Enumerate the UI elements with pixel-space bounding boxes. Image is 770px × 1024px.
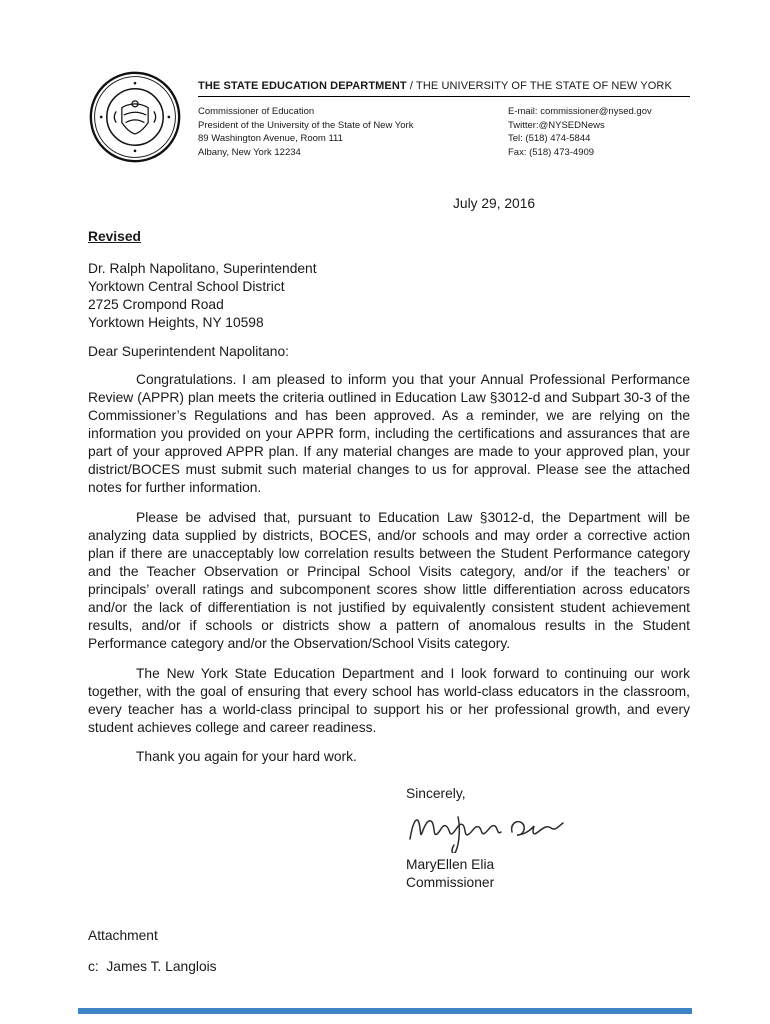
department-title-bold: THE STATE EDUCATION DEPARTMENT: [198, 80, 407, 92]
attachment-label: Attachment: [88, 928, 158, 943]
closing-word: Sincerely,: [406, 786, 466, 801]
contact-line-president: President of the University of the State of New York: [198, 119, 414, 131]
recipient-city: Yorktown Heights, NY 10598: [88, 315, 264, 330]
revised-label: Revised: [88, 229, 141, 244]
contact-line-twitter: Twitter:@NYSEDNews: [508, 119, 605, 131]
department-title: [198, 80, 690, 92]
recipient-block: [88, 260, 690, 332]
letterhead-text: [198, 68, 690, 159]
closing-block: [406, 786, 690, 892]
recipient-district: Yorktown Central School District: [88, 279, 285, 294]
contact-line-email: E-mail: commissioner@nysed.gov: [508, 106, 652, 117]
letter-date: July 29, 2016: [453, 196, 536, 211]
header-rule: [198, 96, 690, 97]
recipient-name: Dr. Ralph Napolitano, Superintendent: [88, 261, 317, 276]
signer-title: Commissioner: [406, 875, 495, 890]
salutation: Dear Superintendent Napolitano:: [88, 344, 289, 359]
recipient-street: 2725 Crompond Road: [88, 297, 224, 312]
signer-name: MaryEllen Elia: [406, 857, 495, 872]
signature-icon: [406, 807, 576, 853]
department-title-rest: / THE UNIVERSITY OF THE STATE OF NEW YORK: [406, 80, 672, 92]
contact-line-city: Albany, New York 12234: [198, 146, 301, 158]
thanks-line: Thank you again for your hard work.: [136, 749, 357, 764]
page-bottom-bar: [78, 1008, 692, 1014]
contact-line-fax: Fax: (518) 473-4909: [508, 146, 595, 158]
cc-line: c: James T. Langlois: [88, 959, 217, 974]
contact-line-tel: Tel: (518) 474-5844: [508, 133, 591, 144]
contact-line-address: 89 Washington Avenue, Room 111: [198, 133, 343, 144]
nysed-seal-icon: [88, 70, 182, 164]
contact-left-column: [198, 105, 508, 159]
contact-columns: [198, 105, 690, 159]
contact-line-role: Commissioner of Education: [198, 106, 315, 117]
body-paragraph-3: The New York State Education Department and I look forward to continuing our work together, with the goal of ensuring that every school has world-class educators in the classroom, every teacher has a world-class principal to support his or her professional growth, and every student achieves college and career readiness.: [88, 666, 690, 735]
contact-right-column: [508, 105, 690, 159]
body-paragraph-2: Please be advised that, pursuant to Education Law §3012-d, the Department will be analyzing data supplied by districts, BOCES, and/or schools and may order a corrective action plan if there are unacceptably low correlation results between the Student Performance category and the Teacher Observation or Principal School Visits category, and/or if the teachers’ or principals’ overall ratings and subcomponent scores show little differentiation across educators and/or the lack of differentiation is not justified by equivalently consistent student achievement results, and/or if schools or districts show a pattern of anomalous results in the Student Performance category and/or the Observation/School Visits category.: [88, 510, 690, 651]
letterhead: [88, 68, 690, 164]
body-paragraph-1: Congratulations. I am pleased to inform you that your Annual Professional Performance Review (APPR) plan meets the criteria outlined in Education Law §3012-d and Subpart 30-3 of the Commissioner’s Regulations and has been approved. As a reminder, we are relying on the information you provided on your APPR form, including the certifications and assurances that are part of your approved APPR plan. If any material changes are made to your approved plan, your district/BOCES must submit such material changes to us for approval. Please see the attached notes for further information.: [88, 372, 690, 495]
